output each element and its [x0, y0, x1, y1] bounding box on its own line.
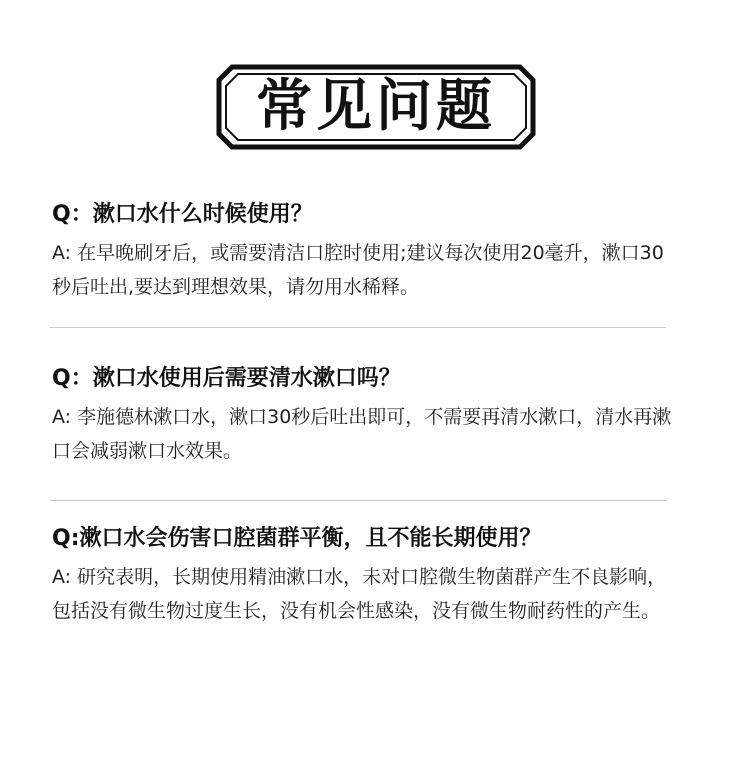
page-header: [0, 64, 750, 152]
faq-item-1: [52, 200, 692, 304]
faq-item-3: [52, 524, 692, 628]
faq-answer-2: A: 李施德林漱口水，漱口30秒后吐出即可，不需要再清水漱口，清水再漱口会减弱漱口水效果。: [52, 406, 672, 462]
divider-2: [50, 500, 666, 501]
faq-answer-1: A: 在早晚刷牙后，或需要清洁口腔时使用;建议每次使用20毫升，漱口30秒后吐出,要达到理想效果，请勿用水稀释。: [52, 242, 664, 298]
faq-question-3: Q:漱口水会伤害口腔菌群平衡，且不能长期使用？: [52, 526, 542, 551]
page-title: 常见问题: [256, 74, 496, 139]
divider-1: [50, 327, 666, 328]
faq-item-2: [52, 364, 692, 468]
title-badge: [216, 64, 536, 150]
faq-answer-3: A: 研究表明，长期使用精油漱口水，未对口腔微生物菌群产生不良影响，包括没有微生物过度生长，没有机会性感染，没有微生物耐药性的产生。: [52, 566, 667, 622]
faq-question-2: Q：漱口水使用后需要清水漱口吗？: [52, 366, 401, 391]
faq-question-1: Q：漱口水什么时候使用？: [52, 202, 313, 227]
